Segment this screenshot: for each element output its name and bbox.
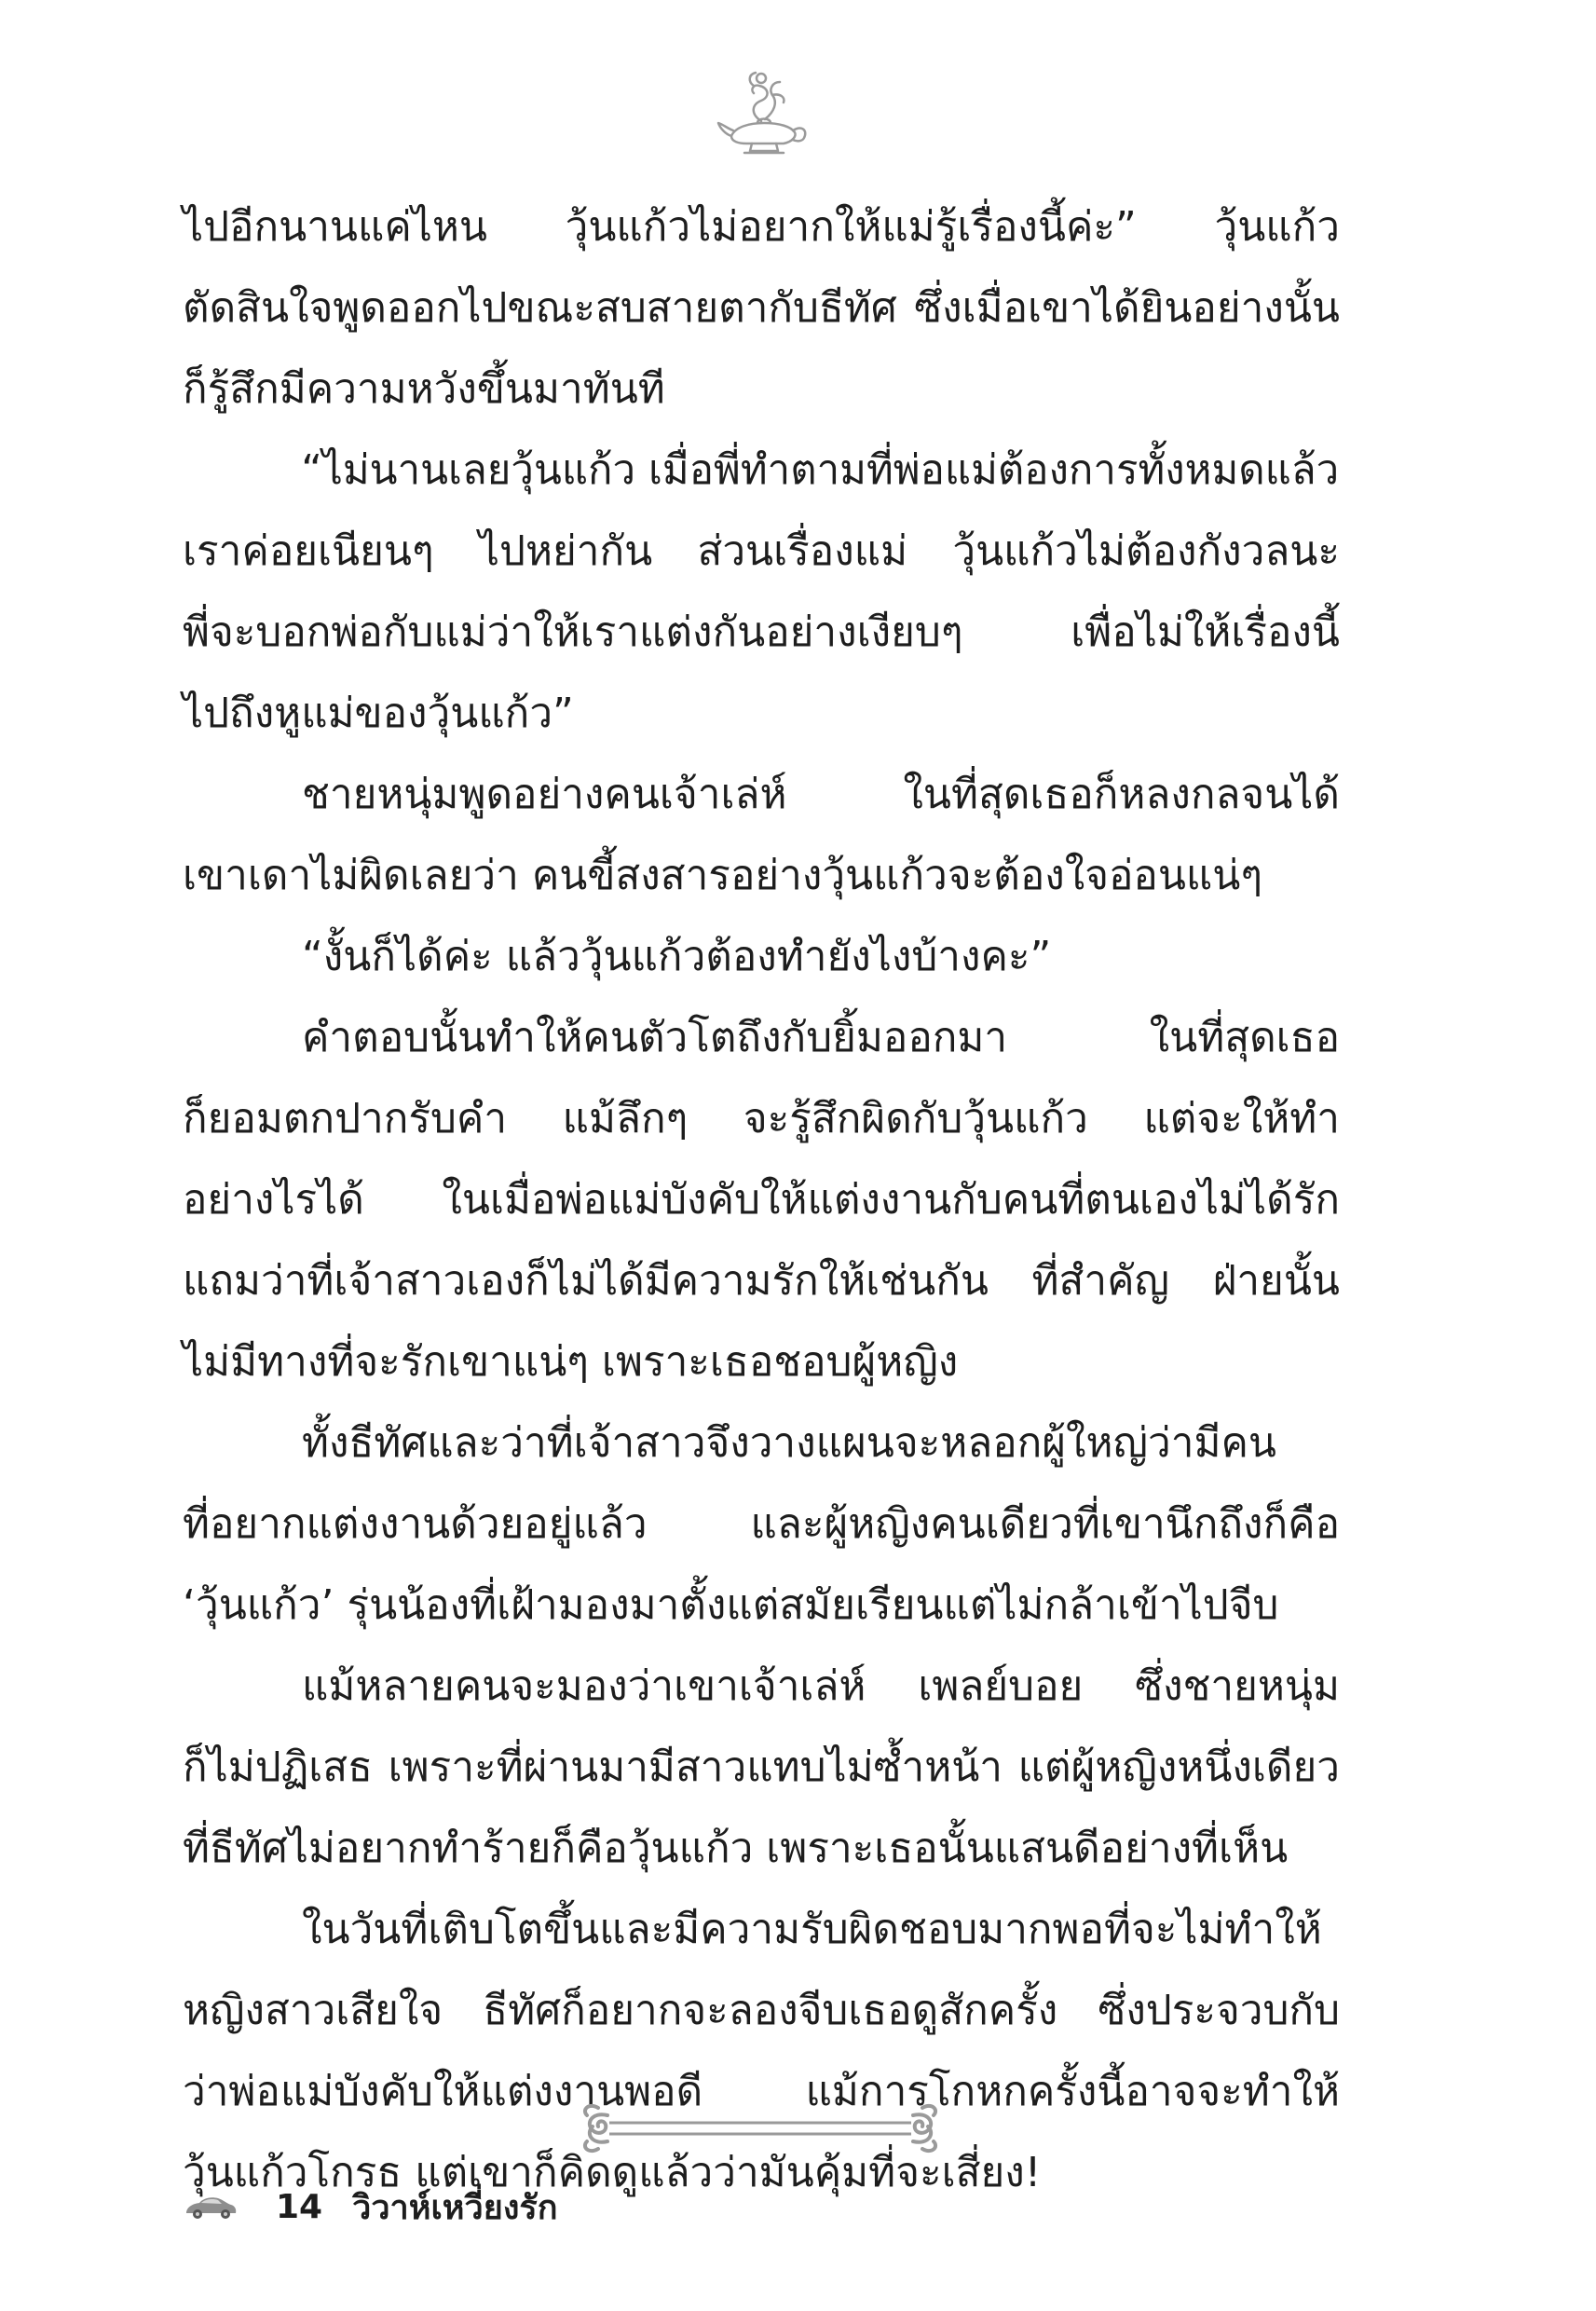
paragraph: [183, 1646, 1340, 1889]
text-line: อย่างไรได้ ในเมื่อพ่อแม่บังคับให้แต่งงานกับคนที่ตนเองไม่ได้รัก: [183, 1176, 1340, 1224]
text-line: “ไม่นานเลยวุ้นแก้ว เมื่อพี่ทำตามที่พ่อแม่ต้องการทั้งหมดแล้ว: [301, 446, 1340, 494]
text-line: พี่จะบอกพ่อกับแม่ว่าให้เราแต่งกันอย่างเงียบๆ เพื่อไม่ให้เรื่องนี้: [183, 609, 1340, 656]
text-line: ในวันที่เติบโตขึ้นและมีความรับผิดชอบมากพอที่จะไม่ทำให้: [302, 1906, 1322, 1953]
text-line: “งั้นก็ได้ค่ะ แล้ววุ้นแก้วต้องทำยังไงบ้างคะ”: [302, 933, 1052, 980]
paragraph: [183, 916, 1340, 997]
text-line: แถมว่าที่เจ้าสาวเองก็ไม่ได้มีความรักให้เช่นกัน ที่สำคัญ ฝ่ายนั้น: [183, 1257, 1340, 1305]
paragraph: [183, 754, 1340, 916]
text-line: ไปอีกนานแค่ไหน วุ้นแก้วไม่อยากให้แม่รู้เรื่องนี้ค่ะ” วุ้นแก้ว: [183, 203, 1340, 251]
text-line: หญิงสาวเสียใจ ธีทัศก็อยากจะลองจีบเธอดูสักครั้ง ซึ่งประจวบกับ: [183, 1987, 1340, 2034]
page-number: 14: [276, 2187, 323, 2226]
genie-lamp-icon: [713, 63, 815, 166]
text-line: ชายหนุ่มพูดอย่างคนเจ้าเล่ห์ ในที่สุดเธอก็หลงกลจนได้: [302, 771, 1340, 818]
text-line: ที่อยากแต่งงานด้วยอยู่แล้ว และผู้หญิงคนเดียวที่เขานึกถึงก็คือ: [183, 1500, 1340, 1548]
car-icon: [183, 2191, 239, 2222]
story-text: [183, 186, 1340, 2213]
text-line: ว่าพ่อแม่บังคับให้แต่งงานพอดี แม้การโกหกครั้งนี้อาจจะทำให้: [183, 2068, 1340, 2115]
text-line: ไปถึงหูแม่ของวุ้นแก้ว”: [183, 690, 574, 737]
text-line: เขาเดาไม่ผิดเลยว่า คนขี้สงสารอย่างวุ้นแก้วจะต้องใจอ่อนแน่ๆ: [183, 852, 1262, 899]
text-line: ก็ไม่ปฏิเสธ เพราะที่ผ่านมามีสาวแทบไม่ซ้ำหน้า แต่ผู้หญิงหนึ่งเดียว: [183, 1744, 1340, 1791]
text-line: ก็ยอมตกปากรับคำ แม้ลึกๆ จะรู้สึกผิดกับวุ้นแก้ว แต่จะให้ทำ: [183, 1095, 1340, 1142]
text-line: ก็รู้สึกมีความหวังขึ้นมาทันที: [183, 365, 665, 413]
page-footer: [183, 2179, 558, 2235]
text-line: ทั้งธีทัศและว่าที่เจ้าสาวจึงวางแผนจะหลอกผู้ใหญ่ว่ามีคน: [302, 1419, 1276, 1467]
text-line: ‘วุ้นแก้ว’ รุ่นน้องที่เฝ้ามองมาตั้งแต่สมัยเรียนแต่ไม่กล้าเข้าไปจีบ: [183, 1581, 1279, 1629]
text-line: ไม่มีทางที่จะรักเขาแน่ๆ เพราะเธอชอบผู้หญิง: [183, 1338, 959, 1386]
paragraph: [183, 186, 1340, 430]
scroll-divider-ornament: [576, 2095, 945, 2162]
text-line: คำตอบนั้นทำให้คนตัวโตถึงกับยิ้มออกมา ในที่สุดเธอ: [302, 1014, 1340, 1061]
paragraph: [183, 430, 1340, 754]
text-line: แม้หลายคนจะมองว่าเขาเจ้าเล่ห์ เพลย์บอย ซึ่งชายหนุ่ม: [302, 1662, 1340, 1710]
paragraph: [183, 997, 1340, 1402]
paragraph: [183, 1402, 1340, 1646]
book-title: วิวาห์เหวี่ยงรัก: [352, 2188, 558, 2227]
paragraph: [183, 1889, 1340, 2213]
text-line: ตัดสินใจพูดออกไปขณะสบสายตากับธีทัศ ซึ่งเมื่อเขาได้ยินอย่างนั้น: [183, 284, 1340, 332]
text-line: วุ้นแก้วโกรธ แต่เขาก็คิดดูแล้วว่ามันคุ้มที่จะเสี่ยง!: [183, 2149, 1042, 2196]
text-line: ที่ธีทัศไม่อยากทำร้ายก็คือวุ้นแก้ว เพราะเธอนั้นแสนดีอย่างที่เห็น: [183, 1825, 1289, 1872]
text-line: เราค่อยเนียนๆ ไปหย่ากัน ส่วนเรื่องแม่ วุ้นแก้วไม่ต้องกังวลนะ: [183, 527, 1340, 575]
